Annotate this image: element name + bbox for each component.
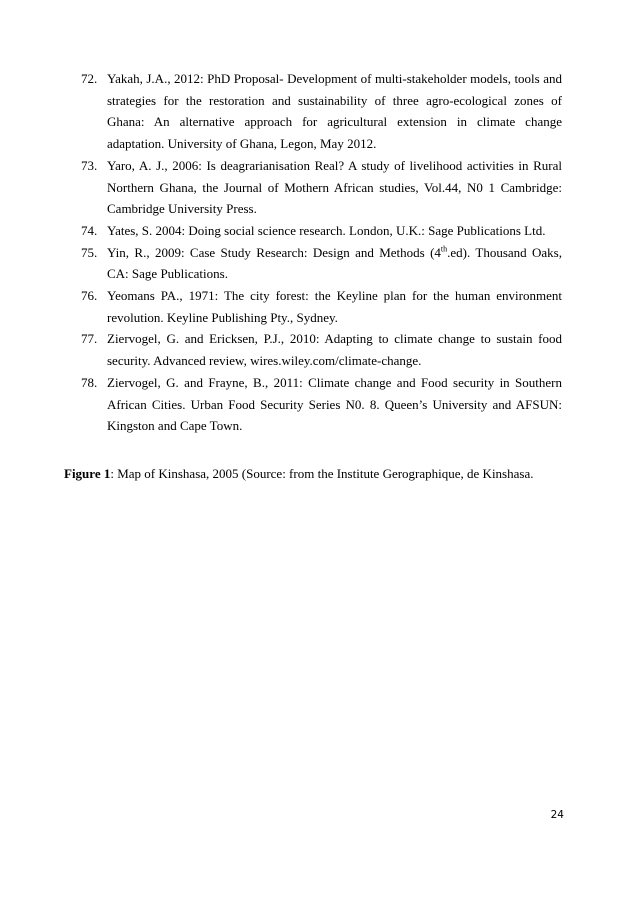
reference-text: Ziervogel, G. and Ericksen, P.J., 2010: Adapting to climate change to sustain food security. Advanced review, wires.wiley.com/climate-change. [107,331,562,369]
figure-caption-text: : Map of Kinshasa, 2005 (Source: from the Institute Gerographique, de Kinshasa. [110,466,534,481]
figure-label: Figure 1 [64,466,111,481]
reference-text: Ziervogel, G. and Frayne, B., 2011: Climate change and Food security in Southern African Cities. Urban Food Security Series N0. 8. Queen’s University and AFSUN: Kingston and Cape Town. [107,374,562,434]
reference-text-after: .ed). Thousand Oaks, CA: Sage Publications. [107,244,562,282]
reference-item [81,155,562,220]
reference-number: 75. [81,244,98,260]
page-number: 24 [550,809,564,821]
reference-text: Yates, S. 2004: Doing social science research. London, U.K.: Sage Publications Ltd. [107,222,546,238]
reference-list [81,68,562,437]
reference-number: 74. [81,222,98,238]
reference-item [81,372,562,437]
reference-item [81,285,562,328]
reference-item [81,328,562,371]
reference-item [81,220,562,242]
reference-text: Yaro, A. J., 2006: Is deagrarianisation Real? A study of livelihood activities in Rural Northern Ghana, the Journal of Mothern African studies, Vol.44, N0 1 Cambridge: Cambridge University Press. [107,157,562,217]
reference-text [107,245,562,282]
reference-text-before: Yin, R., 2009: Case Study Research: Design and Methods (4 [107,244,441,260]
reference-text: Yeomans PA., 1971: The city forest: the Keyline plan for the human environment revolution. Keyline Publishing Pty., Sydney. [107,288,562,325]
reference-number: 77. [81,331,98,347]
reference-number: 73. [81,157,98,173]
edition-superscript: th [440,244,448,254]
reference-text: Yakah, J.A., 2012: PhD Proposal- Development of multi-stakeholder models, tools and strategies for the restoration and sustainability of three agro-ecological zones of Ghana: An alternative approach for agricultural extension in climate change adaptation. University of Ghana, Legon, May 2012. [107,71,562,152]
reference-number: 78. [81,374,98,390]
reference-item [81,68,562,155]
figure-caption [64,464,584,484]
reference-number: 72. [81,71,98,86]
reference-number: 76. [81,288,98,304]
reference-item [81,242,562,285]
